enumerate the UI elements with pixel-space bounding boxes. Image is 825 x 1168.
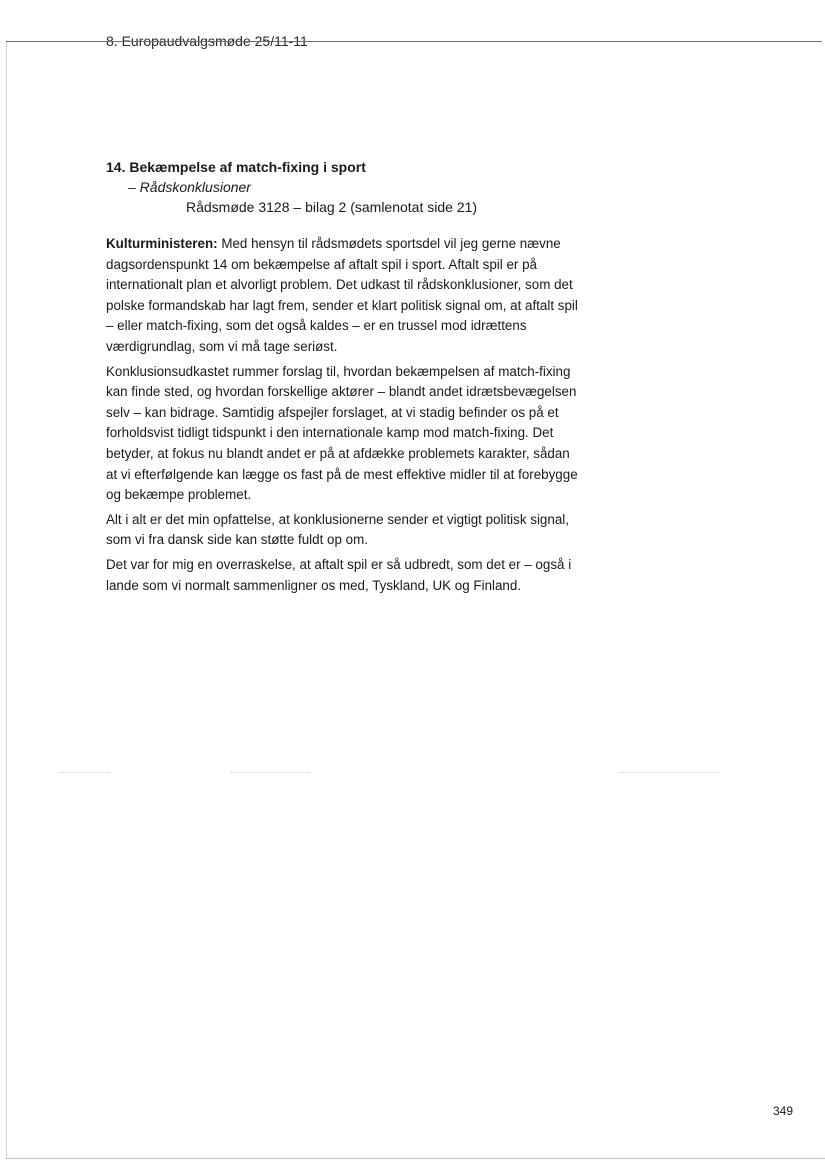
running-header: 8. Europaudvalgsmøde 25/11-11 bbox=[106, 33, 308, 49]
statement-body bbox=[106, 234, 584, 600]
statement-paragraph: Alt i alt er det min opfattelse, at konklusionerne sender et vigtigt politisk signal, som vi fra dansk side kan støtte fuldt op om. bbox=[106, 511, 569, 548]
scan-artifact bbox=[230, 772, 310, 773]
agenda-item-subtitle: – Rådskonklusioner bbox=[128, 179, 251, 195]
statement-paragraph bbox=[106, 234, 584, 358]
scan-artifact bbox=[60, 772, 110, 773]
scan-edge-bottom bbox=[6, 1158, 825, 1159]
header-rule bbox=[6, 41, 822, 42]
scan-artifact bbox=[620, 772, 720, 773]
scan-edge-left bbox=[6, 40, 7, 1158]
agenda-item-reference: Rådsmøde 3128 – bilag 2 (samlenotat side 21) bbox=[186, 199, 478, 215]
speaker-label: Kulturministeren: bbox=[106, 236, 218, 251]
page-number: 349 bbox=[773, 1104, 794, 1118]
statement-paragraph-text: Med hensyn til rådsmødets sportsdel vil jeg gerne nævne dagsordenspunkt 14 om bekæmpelse af aftalt spil i sport. Aftalt spil er på internationalt plan et alvorligt problem. Det udkast til rådskonklusioner, som det polske formandskab har lagt frem, sender et klart politisk signal om, at aftalt spil – eller match-fixing, som det også kaldes – er en trussel mod idrættens værdigrundlag, som vi må tage seriøst. bbox=[106, 236, 578, 354]
statement-paragraph: Det var for mig en overraskelse, at aftalt spil er så udbredt, som det er – også i lande som vi normalt sammenligner os med, Tyskland, UK og Finland. bbox=[106, 556, 572, 593]
agenda-item-title: 14. Bekæmpelse af match-fixing i sport bbox=[106, 159, 366, 175]
agenda-item bbox=[106, 157, 596, 217]
statement-paragraph: Konklusionsudkastet rummer forslag til, hvordan bekæmpelsen af match-fixing kan finde sted, og hvordan forskellige aktører – blandt andet idrætsbevægelsen selv – kan bidrage. Samtidig afspejler forslaget, at vi stadig befinder os på et forholdsvist tidligt tidspunkt i den internationale kamp mod match-fixing. Det betyder, at fokus nu blandt andet er på at afdække problemets karakter, sådan at vi efterfølgende kan lægge os fast på de mest effektive midler til at forebygge og bekæmpe problemet. bbox=[106, 363, 578, 503]
